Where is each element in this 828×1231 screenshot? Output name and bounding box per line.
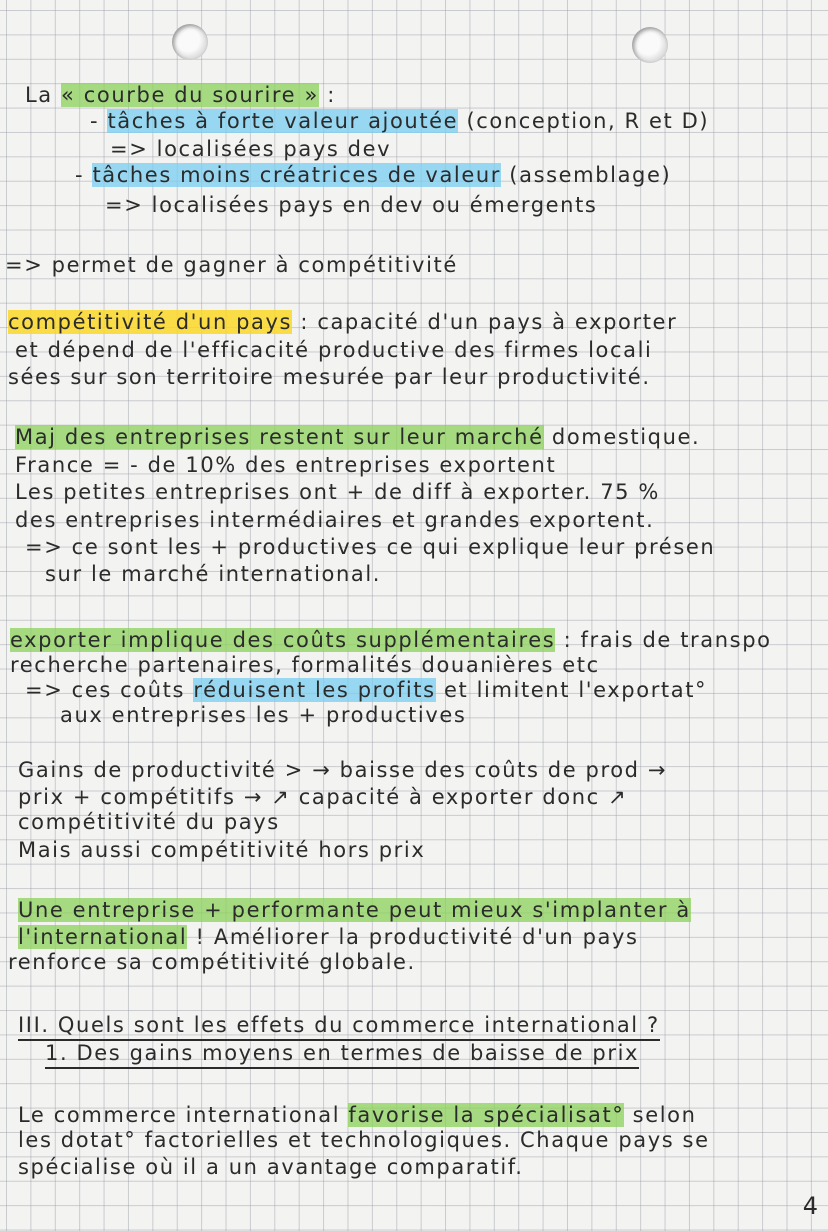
note-text: ! Améliorer la productivité d'un pays [187,925,639,949]
page-number: 4 [802,1192,818,1220]
note-text: => localisées pays en dev ou émergents [105,193,598,217]
note-line [18,757,667,783]
note-line [5,252,458,278]
note-text: selon [624,1103,697,1127]
note-text: sur le marché international. [45,562,382,586]
note-text: France = - de 10% des entreprises exportent [15,453,557,477]
note-text: compétitivité du pays [18,810,280,834]
highlight-blue: réduisent les profits [193,678,436,702]
note-line [8,309,677,335]
note-line [8,949,416,975]
note-line [15,424,700,450]
note-text: domestique. [543,425,701,449]
note-text: aux entreprises les + productives [60,703,467,727]
note-line [18,809,280,835]
note-text: : frais de transpo [555,628,772,652]
note-text: renforce sa compétitivité globale. [8,950,416,974]
note-text: 1. Des gains moyens en termes de baisse de prix [45,1041,639,1069]
note-line [25,82,336,108]
note-line [10,627,772,653]
note-line [18,897,691,923]
highlight-blue: tâches moins créatrices de valeur [92,163,502,187]
note-text: les dotat° factorielles et technologiques. Chaque pays se [18,1128,710,1152]
highlight-green: exporter implique des coûts supplémentaires [10,628,556,652]
note-text: et dépend de l'efficacité productive des firmes locali [15,338,653,362]
note-text: Le commerce international [18,1103,349,1127]
note-line [105,192,597,218]
note-text: Gains de productivité > → baisse des coûts de prod → [18,758,668,782]
note-line [18,837,425,863]
note-text: => ces coûts [25,678,194,702]
highlight-green: l'international [18,925,188,949]
highlight-green: favorise la spécialisat° [348,1103,625,1127]
note-line [18,1127,710,1153]
note-text: (assemblage) [501,163,672,187]
note-line [18,1154,524,1180]
note-line [15,507,654,533]
section-heading [18,1012,660,1038]
note-line [8,364,651,390]
note-line [10,652,600,678]
note-text: - [90,109,108,133]
note-line [15,479,660,505]
note-line [90,108,709,134]
note-line [18,1102,697,1128]
note-line [15,452,556,478]
note-line [75,162,671,188]
subsection-heading [45,1040,639,1066]
note-text: - [75,163,93,187]
note-line [45,561,381,587]
note-line [25,534,715,560]
punch-hole-left [172,24,208,60]
note-text: des entreprises intermédiaires et grandes exportent. [15,508,655,532]
punch-hole-right [632,27,668,63]
note-text: Mais aussi compétitivité hors prix [18,838,426,862]
note-text: prix + compétitifs → ↗ capacité à exporter donc ↗ [18,785,628,809]
note-line [25,677,707,703]
highlight-yellow: compétitivité d'un pays [8,310,293,334]
highlight-blue: tâches à forte valeur ajoutée [107,109,459,133]
note-text: : [318,83,336,107]
note-text: La [25,83,62,107]
highlight-green: Maj des entreprises restent sur leur marché [15,425,544,449]
highlight-green: Une entreprise + performante peut mieux s'implanter à [18,898,691,922]
note-text: sées sur son territoire mesurée par leur productivité. [8,365,651,389]
note-text: et limitent l'exportat° [435,678,708,702]
note-line [18,924,639,950]
note-text: (conception, R et D) [458,109,710,133]
note-text: : capacité d'un pays à exporter [292,310,678,334]
highlight-green: « courbe du sourire » [61,83,319,107]
note-text: => permet de gagner à compétitivité [5,253,458,277]
note-text: spécialise où il a un avantage comparatif. [18,1155,524,1179]
note-text: III. Quels sont les effets du commerce international ? [18,1013,660,1041]
note-text: Les petites entreprises ont + de diff à exporter. 75 % [15,480,660,504]
note-text: recherche partenaires, formalités douanières etc [10,653,600,677]
note-line [15,337,653,363]
note-line [110,136,391,162]
note-line [18,784,627,810]
note-text: => ce sont les + productives ce qui explique leur présen [25,535,716,559]
note-line [60,702,466,728]
note-text: => localisées pays dev [110,137,392,161]
